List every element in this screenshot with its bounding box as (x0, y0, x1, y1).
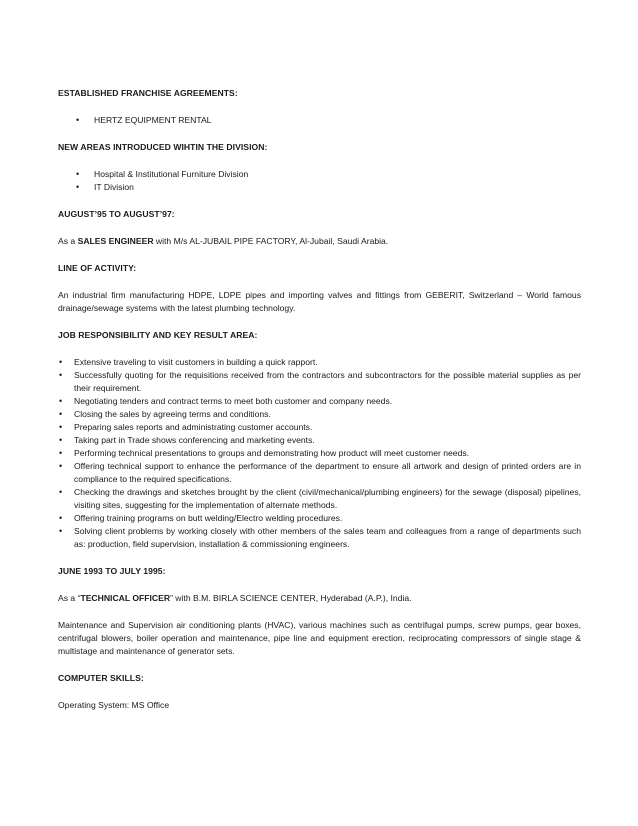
bullet-icon: • (76, 182, 80, 192)
list-item: • Performing technical presentations to groups and demonstrating how product will meet customer needs. (59, 448, 470, 458)
bullet-icon: • (59, 435, 63, 445)
list-item: • Closing the sales by agreeing terms and conditions. (59, 409, 271, 419)
list-item: • Checking the drawings and sketches brought by the client (civil/mechanical/plumbing engineers) for the sewage (disposal) pipelines, visiting sites, suggesting for the implementation of alternate methods. (59, 487, 581, 510)
period-heading-1993: JUNE 1993 TO JULY 1995: (58, 566, 166, 576)
computer-skills-heading: COMPUTER SKILLS: (58, 673, 144, 683)
new-areas-heading: NEW AREAS INTRODUCED WIHTIN THE DIVISION: (58, 142, 268, 152)
bullet-icon: • (59, 513, 63, 523)
new-areas-list (58, 168, 581, 194)
list-item: • Taking part in Trade shows conferencing and marketing events. (59, 435, 315, 445)
list-item: • Preparing sales reports and administrating customer accounts. (59, 422, 313, 432)
line-of-activity-heading: LINE OF ACTIVITY: (58, 263, 137, 273)
role-line-sales-engineer: As a SALES ENGINEER with M/s AL-JUBAIL PIPE FACTORY, Al-Jubail, Saudi Arabia. (58, 236, 389, 246)
job-responsibility-list (58, 356, 581, 551)
period-heading-1995: AUGUST’95 TO AUGUST’97: (58, 209, 175, 219)
bullet-icon: • (59, 396, 63, 406)
franchise-heading: ESTABLISHED FRANCHISE AGREEMENTS: (58, 88, 238, 98)
list-item: • Extensive traveling to visit customers in building a quick rapport. (59, 357, 318, 367)
bullet-icon: • (59, 422, 63, 432)
list-item: • Solving client problems by working closely with other members of the sales team and colleagues from a range of departments such as: production, field supervision, installation & commissioning engineers. (59, 526, 581, 549)
line-of-activity-text: An industrial firm manufacturing HDPE, LDPE pipes and importing valves and fittings from GEBERIT, Switzerland – World famous drainage/sewage systems with the latest plumbing technology. (58, 290, 581, 313)
bullet-icon: • (76, 169, 80, 179)
bullet-icon: • (76, 115, 80, 125)
list-item: • HERTZ EQUIPMENT RENTAL (76, 115, 212, 125)
resume-content (58, 87, 581, 712)
bullet-icon: • (59, 370, 63, 380)
list-item: • Offering training programs on butt welding/Electro welding procedures. (59, 513, 343, 523)
franchise-list (58, 114, 581, 127)
list-item: • IT Division (76, 182, 134, 192)
bullet-icon: • (59, 526, 63, 536)
list-item: • Offering technical support to enhance the performance of the department to ensure all artwork and design of printed orders are in compliance to the required specifications. (59, 461, 581, 484)
list-item: • Negotiating tenders and contract terms to meet both customer and company needs. (59, 396, 393, 406)
bullet-icon: • (59, 487, 63, 497)
list-item: • Successfully quoting for the requisitions received from the contractors and subcontractors for the possible material supplies as per their requirement. (59, 370, 581, 393)
bullet-icon: • (59, 357, 63, 367)
bullet-icon: • (59, 461, 63, 471)
job-responsibility-heading: JOB RESPONSIBILITY AND KEY RESULT AREA: (58, 330, 258, 340)
computer-skills-text: Operating System: MS Office (58, 700, 170, 710)
list-item: • Hospital & Institutional Furniture Division (76, 169, 249, 179)
role-line-technical-officer: As a “TECHNICAL OFFICER” with B.M. BIRLA SCIENCE CENTER, Hyderabad (A.P.), India. (58, 593, 412, 603)
bullet-icon: • (59, 448, 63, 458)
technical-officer-duties-text: Maintenance and Supervision air conditioning plants (HVAC), various machines such as centrifugal pumps, screw pumps, gear boxes, centrifugal blowers, boiler operation and maintenance, pipe line and equipment erection, reciprocating compressors of single stage & multistage and maintenance of generator sets. (58, 620, 581, 656)
bullet-icon: • (59, 409, 63, 419)
